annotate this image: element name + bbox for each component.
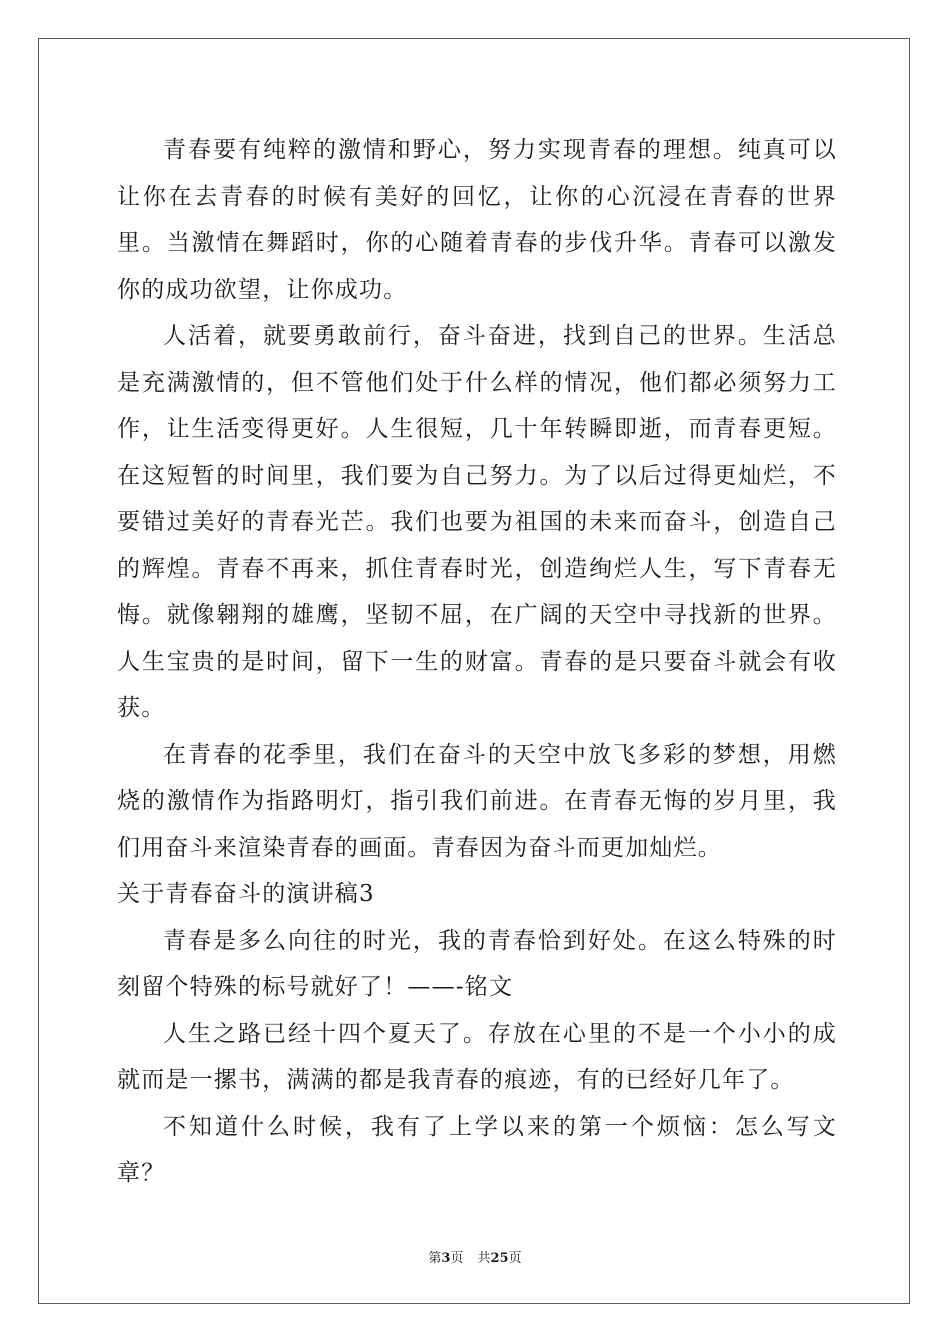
page-footer (0, 1247, 950, 1266)
paragraph-5: 人生之路已经十四个夏天了。存放在心里的不是一个小小的成就而是一摞书，满满的都是我青春的痕迹，有的已经好几年了。 (117, 1020, 837, 1093)
section-heading: 关于青春奋斗的演讲稿3 (117, 881, 375, 907)
current-page-number: 3 (441, 1251, 451, 1266)
total-page-number: 25 (490, 1251, 509, 1266)
page-prefix: 第 (428, 1251, 442, 1266)
total-prefix: 共 (477, 1251, 491, 1266)
page-suffix: 页 (450, 1251, 464, 1266)
paragraph-3: 在青春的花季里，我们在奋斗的天空中放飞多彩的梦想，用燃烧的激情作为指路明灯，指引我们前进。在青春无悔的岁月里，我们用奋斗来渲染青春的画面。青春因为奋斗而更加灿烂。 (117, 741, 837, 861)
paragraph-2: 人活着，就要勇敢前行，奋斗奋进，找到自己的世界。生活总是充满激情的，但不管他们处于什么样的情况，他们都必须努力工作，让生活变得更好。人生很短，几十年转瞬即逝，而青春更短。在这短暂的时间里，我们要为自己努力。为了以后过得更灿烂，不要错过美好的青春光芒。我们也要为祖国的未来而奋斗，创造自己的辉煌。青春不再来，抓住青春时光，创造绚烂人生，写下青春无悔。就像翱翔的雄鹰，坚韧不屈，在广阔的天空中寻找新的世界。人生宝贵的是时间，留下一生的财富。青春的是只要奋斗就会有收获。 (117, 323, 837, 721)
paragraph-6: 不知道什么时候，我有了上学以来的第一个烦恼：怎么写文章？ (117, 1113, 837, 1186)
document-body (117, 127, 837, 1197)
paragraph-1: 青春要有纯粹的激情和野心，努力实现青春的理想。纯真可以让你在去青春的时候有美好的回忆，让你的心沉浸在青春的世界里。当激情在舞蹈时，你的心随着青春的步伐升华。青春可以激发你的成功欲望，让你成功。 (117, 137, 837, 303)
total-suffix: 页 (508, 1251, 522, 1266)
paragraph-4: 青春是多么向往的时光，我的青春恰到好处。在这么特殊的时刻留个特殊的标号就好了！——-铭文 (117, 927, 837, 1000)
